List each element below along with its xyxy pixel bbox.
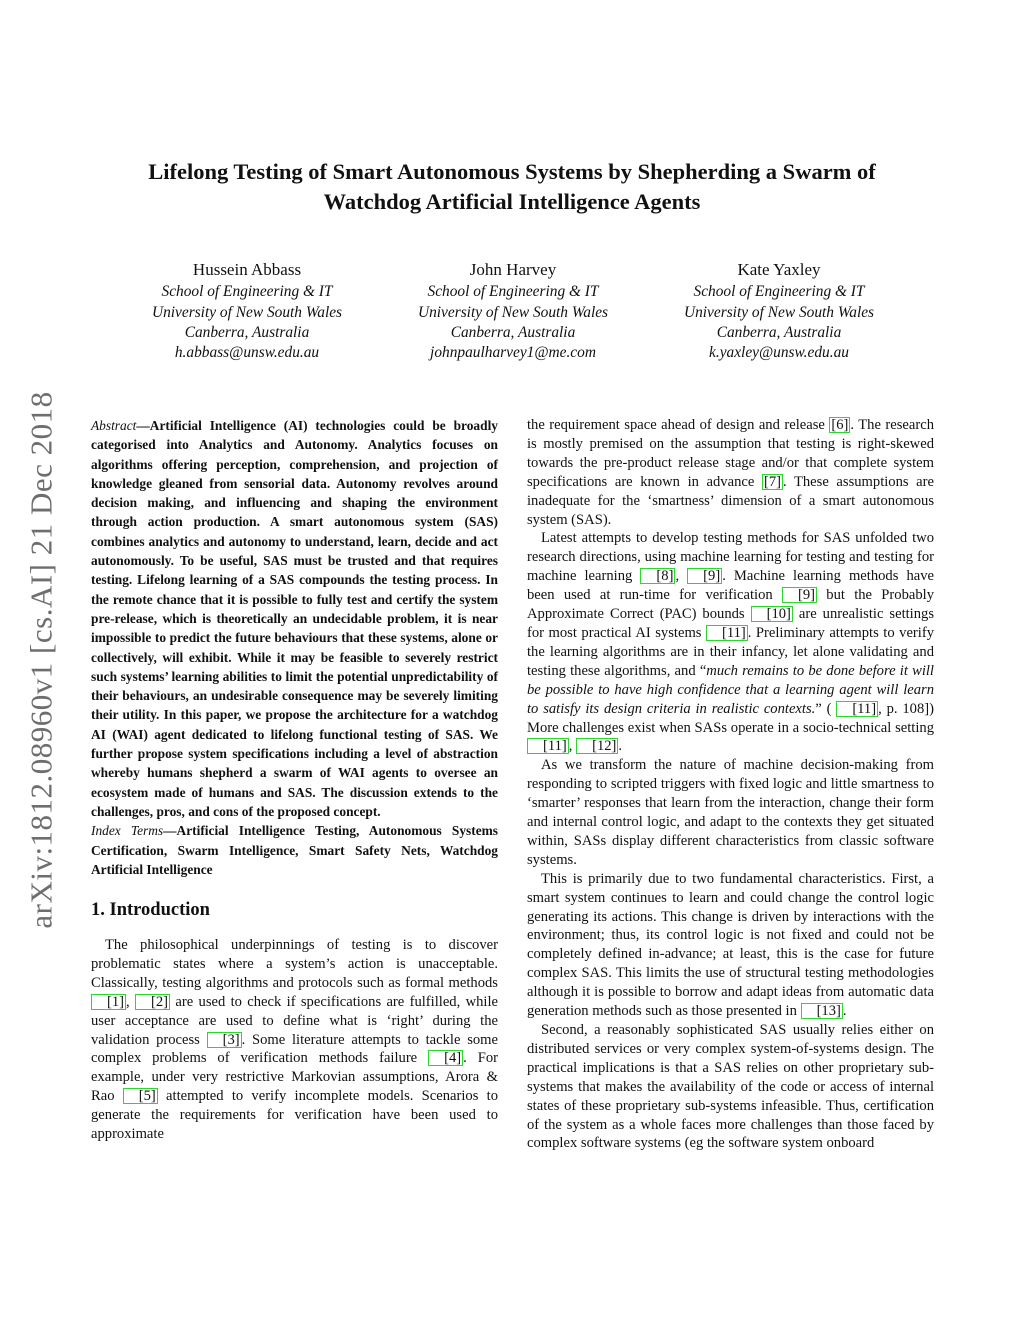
citation-link[interactable]: [7] (763, 473, 781, 490)
author-3 (646, 260, 912, 363)
text-run: but the Probably Approximate Correct (PAC) bounds (527, 587, 934, 623)
citation-link[interactable]: [6] (831, 417, 849, 433)
author-name: John Harvey (469, 260, 557, 279)
text-run: are used to check if specifications are fulfilled, while user acceptance are used to define what is ‘right’ during the validation process (91, 993, 499, 1048)
paragraph: Second, a reasonably sophisticated SAS usually relies either on distributed services or very complex system-of-systems design. The practical implications is that a SAS relies on other proprietary sub-systems that makes the availability of the code or access of internal states of these proprietary sub-systems infeasible. Thus, certification of the system as a whole faces more challenges than those faced by complex software systems (eg the software system onboard (527, 1022, 934, 1152)
text-run: attempted to verify incomplete models. Scenarios to generate the requirements for verification have been used to approximate (91, 1088, 498, 1143)
text-run: . These assumptions are inadequate for the ‘smartness’ dimension of a smart autonomous system (SAS). (527, 473, 934, 528)
abstract-text: —Artificial Intelligence (AI) technologies could be broadly categorised into Analytics and Autonomy. Analytics focuses on algorithms offering perception, comprehension, and projection of knowledge gleaned from sensorial data. Autonomy revolves around decision making, and influencing and shaping the environment through action production. A smart autonomous system (SAS) combines analytics and autonomy to understand, learn, decide and act autonomously. To be useful, SAS must be trusted and that requires testing. Lifelong learning of a SAS compounds the testing process. In the remote chance that it is possible to fully test and certify the system pre-release, which is theoretically an undecidable problem, it is near impossible to predict the future behaviours that these systems, alone or collectively, will exhibit. While it may be feasible to severely restrict such systems’ learning abilities to limit the potential unpredictability of their behaviours, an undesirable consequence may be severely limiting their utility. In this paper, we propose the architecture for a watchdog AI (WAI) agent dedicated to lifelong functional testing of SAS. We further propose system specifications including a level of abstraction whereby humans shepherd a swarm of WAI agents to oversee an ecosystem made of humans and SAS. The discussion extends to the challenges, pros, and cons of the proposed concept. (91, 418, 498, 819)
author-email[interactable]: k.yaxley@unsw.edu.au (709, 344, 849, 362)
author-name: Kate Yaxley (737, 260, 821, 279)
left-column (91, 416, 498, 1144)
citation-link[interactable]: [3] (207, 1032, 242, 1048)
author-dept: School of Engineering & IT (693, 283, 865, 301)
index-terms-label: Index Terms (91, 823, 164, 839)
section-heading: 1. Introduction (91, 900, 210, 921)
citation-link[interactable]: [9] (687, 568, 722, 584)
paragraph (527, 870, 934, 1021)
index-terms (91, 821, 498, 879)
citation-link[interactable]: [9] (782, 587, 817, 603)
paragraph (527, 529, 934, 756)
author-location: Canberra, Australia (184, 323, 310, 341)
citation-link[interactable]: [10] (751, 606, 793, 622)
author-location: Canberra, Australia (450, 323, 576, 341)
citation-link[interactable]: [8] (640, 568, 675, 584)
author-university: University of New South Wales (683, 303, 875, 321)
text-run: , (568, 738, 577, 755)
text-run: . Machine learning methods have been used at run-time for verification (527, 568, 935, 604)
text-run: , (675, 568, 688, 585)
author-name: Hussein Abbass (192, 260, 302, 279)
text-run: , p. 108]) More challenges exist when SASs operate in a socio-technical setting (527, 700, 934, 736)
text-run: . Some literature attempts to tackle some complex problems of verification methods failure (91, 1031, 498, 1067)
paper-title (90, 157, 934, 217)
author-block (114, 260, 912, 363)
author-university: University of New South Wales (151, 303, 343, 321)
arxiv-identifier: arXiv:1812.08960v1 [cs.AI] 21 Dec 2018 (24, 391, 59, 929)
citation-link[interactable]: [13] (801, 1003, 843, 1019)
title-line-2: Watchdog Artificial Intelligence Agents (323, 189, 701, 214)
citation-link[interactable]: [12] (576, 738, 618, 754)
text-run: . For example, under very restrictive Markovian assumptions, Arora & Rao (91, 1050, 498, 1105)
index-terms-text: —Artificial Intelligence Testing, Autonomous Systems Certification, Swarm Intelligence, Smart Safety Nets, Watchdog Artificial Intelligence (91, 823, 498, 877)
citation-link[interactable]: [2] (135, 994, 170, 1010)
author-2 (380, 260, 646, 363)
abstract (91, 416, 498, 821)
citation-link[interactable]: [5] (123, 1088, 158, 1104)
text-run: This is primarily due to two fundamental characteristics. First, a smart system continues to learn and could change the control logic generating its actions. This change is driven by interactions with the environment; thus, its control logic is not fixed and could not be completely defined in-advance; at least, this is the case for future complex SAS. This limits the use of structural testing methodologies although it is possible to borrow and adapt ideas from automatic data generation methods such as those presented in (527, 870, 934, 1020)
author-dept: School of Engineering & IT (161, 283, 333, 301)
text-run: Latest attempts to develop testing methods for SAS unfolded two research directions, using machine learning for testing and testing for machine learning (527, 530, 934, 585)
quote: much remains to be done before it will be possible to have high confidence that a learning agent will learn to satisfy its design criteria in realistic contexts. (527, 662, 934, 717)
paragraph (91, 936, 498, 1144)
author-university: University of New South Wales (417, 303, 609, 321)
citation-link[interactable]: [11] (527, 738, 569, 754)
text-run: are unrealistic settings for most practical AI systems (527, 606, 935, 641)
text-run: . Preliminary attempts to verify the learning algorithms are in their infancy, let alone validating and testing these algorithms, and “ (527, 624, 934, 679)
paragraph: As we transform the nature of machine decision-making from responding to scripted triggers with fixed logic and little smartness to ‘smarter’ responses that learn from the interaction, change their form and internal control logic, and adapt to the contexts they get situated within, SASs display different characteristics from classic software systems. (527, 757, 934, 868)
author-email[interactable]: johnpaulharvey1@me.com (430, 344, 596, 362)
text-run: . (618, 738, 623, 755)
paragraph (527, 416, 934, 529)
text-run: , (126, 993, 136, 1010)
citation-link[interactable]: [11] (706, 625, 748, 641)
text-run: . (842, 1003, 847, 1020)
author-location: Canberra, Australia (716, 323, 842, 341)
author-1 (114, 260, 380, 363)
author-email[interactable]: h.abbass@unsw.edu.au (174, 344, 320, 362)
text-run: ” ( (815, 700, 837, 717)
author-dept: School of Engineering & IT (427, 283, 599, 301)
citation-link[interactable]: [11] (836, 701, 878, 717)
right-column (527, 416, 934, 1153)
text-run: The philosophical underpinnings of testing is to discover problematic states where a system’s action is unacceptable. Classically, testing algorithms and protocols such as formal methods (91, 937, 498, 991)
title-line-1: Lifelong Testing of Smart Autonomous Systems by Shepherding a Swarm of (148, 159, 876, 184)
text-run: . The research is mostly premised on the assumption that testing is right-skewed towards the pre-product release stage and/or that complete system specifications are known in advance (527, 417, 934, 490)
text-run: the requirement space ahead of design and release (527, 417, 830, 433)
abstract-label: Abstract (91, 418, 137, 433)
citation-link[interactable]: [4] (428, 1050, 463, 1066)
arxiv-sidebar (12, 370, 72, 950)
citation-link[interactable]: [1] (91, 994, 126, 1010)
